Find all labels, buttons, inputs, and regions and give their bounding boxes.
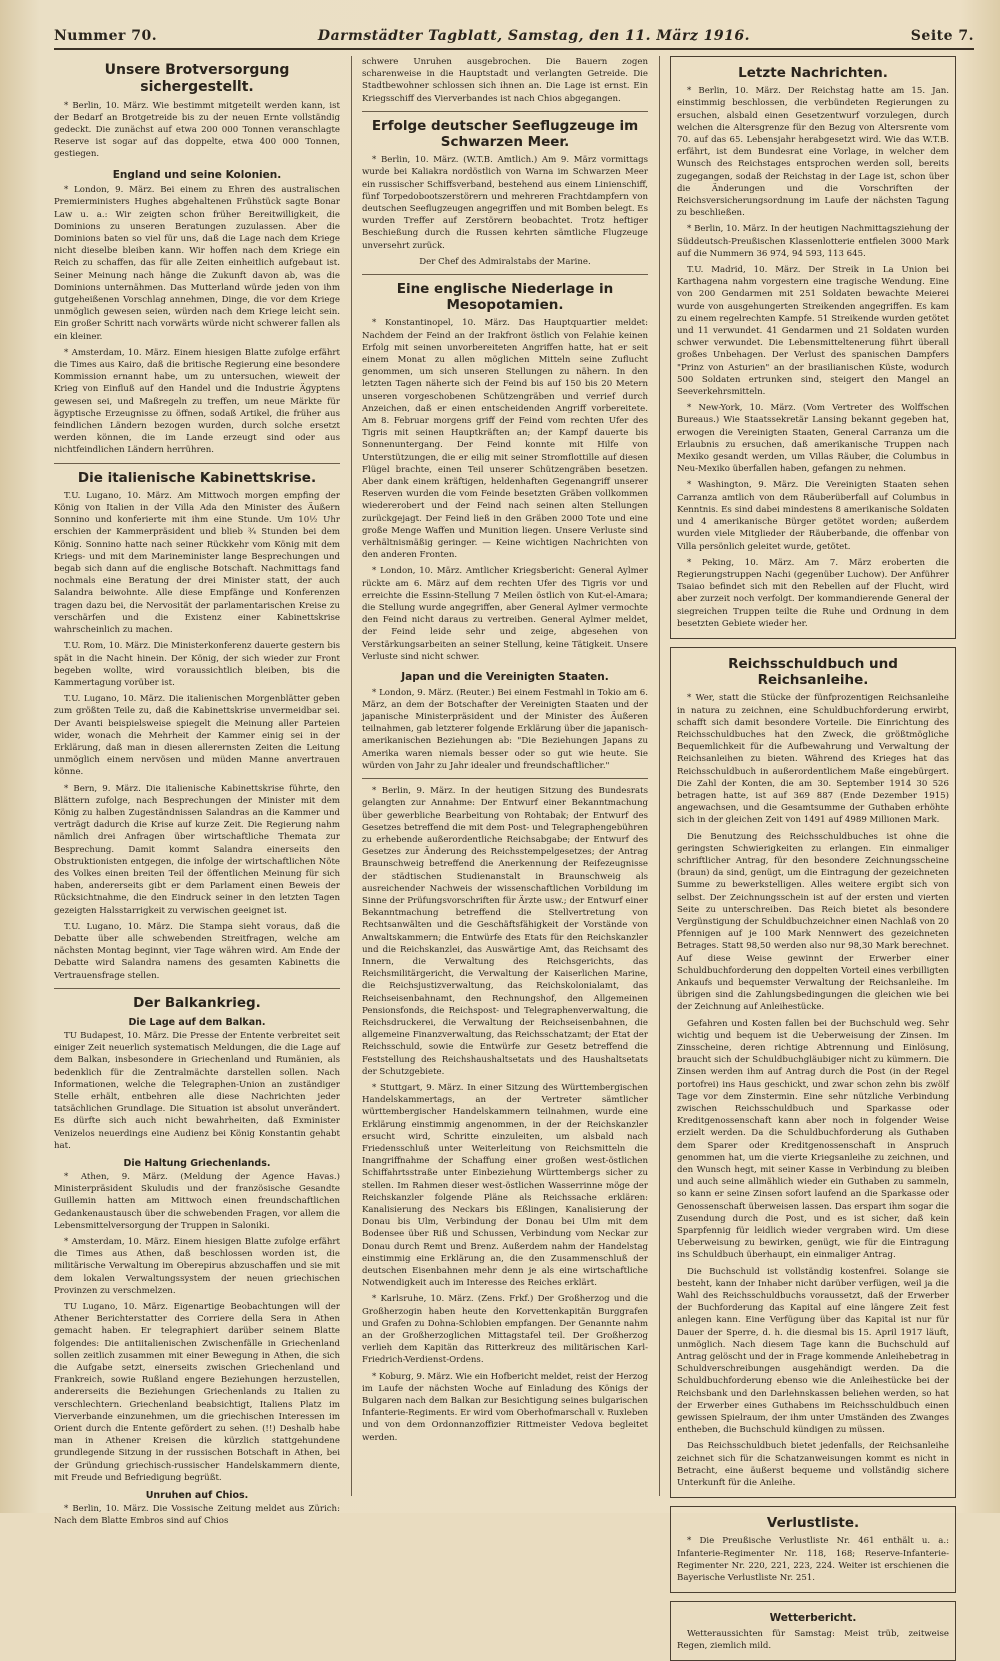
headline-japan: Japan und die Vereinigten Staaten. <box>401 671 609 684</box>
separator <box>54 988 340 989</box>
separator <box>362 111 648 112</box>
headline-wetterbericht: Wetterbericht. <box>769 1612 857 1625</box>
issue-number: Nummer 70. <box>54 28 158 44</box>
column-rule <box>659 56 660 1496</box>
article-text: * Amsterdam, 10. März. Einem hiesigen Blatte zufolge erfährt die Times aus Kairo, daß die britische Regierung eine besondere Kommission ernannt habe, um zu untersuchen, wieweit der Krieg von Einfluß auf den Handel und die Industrie Ägyptens gewesen sei, und Maßregeln zu treffen, um neue Märkte für ägyptische Erzeugnisse zu öffnen, sodaß Artikel, die früher aus feindlichen Ländern bezogen wurden, durch solche ersetzt werden können, die im Lande erzeugt sind oder aus nichtfeindlichen Ländern herrühren. <box>54 347 340 456</box>
headline-verlustliste: Verlustliste. <box>766 1515 860 1532</box>
article-text: TU Budapest, 10. März. Die Presse der Entente verbreitet seit einiger Zeit neuerlich systematisch Meldungen, die die Lage auf dem Balkan, insbesondere in Griechenland und Rumänien, als bedenklich für die Zentralmächte darstellen sollen. Nach Informationen, welche die Telegraphen-Union an zuständiger Stelle erhält, entbehren alle diese Nachrichten jeder tatsächlichen Grundlage. Die Situation ist absolut unverändert. Es dürfte sich auch nicht bewahrheiten, daß Exminister Venizelos neuerdings eine Audienz bei König Konstantin gehabt hat. <box>54 1030 340 1151</box>
article-text: * Berlin, 9. März. In der heutigen Sitzung des Bundesrats gelangten zur Annahme: Der Entwurf einer Bekanntmachung über gewerbliche Bearbeitung von Rohtabak; der Entwurf des Gesetzes betreffend die mit dem Post- und Telegraphengebühren zu erhebende außerordentliche Reichsabgabe; der Entwurf des Gesetzes zur Änderung des Reichsstempelgesetzes; der Antrag Braunschweig betreffend die Anerkennung der Reifezeugnisse der städtischen Studienanstalt in Braunschweig als ausreichender Nachweis der wissenschaftlichen Vorbildung im Sinne der Prüfungsvorschriften für Ärzte usw.; der Entwurf einer Bekanntmachung betreffend die Stellvertretung von Rechtsanwälten und die Geschäftsfähigkeit der Vorstände von Anwaltskammern; die Entwürfe des Etats für den Reichskanzler und die Reichskanzlei, das Auswärtige Amt, das Reichsamt des Innern, die Verwaltung des Reichsgerichts, das Reichsmilitärgericht, die Verwaltung der Kaiserlichen Marine, die Reichsjustizverwaltung, das Reichskolonialamt, das Reichseisenbahnamt, den Rechnungshof, den Allgemeinen Pensionsfonds, die Reichspost- und Telegraphenverwaltung, die Reichsdruckerei, die Verwaltung der Reichseisenbahnen, die allgemeine Finanzverwaltung, das Reichsschatzamt; der Etat der Reichsschuld, sowie die Entwürfe zur Gesetz betreffend die Feststellung des Reichshaushaltsetats und des Haushaltsetats der Schutzgebiete. <box>362 786 648 1077</box>
headline-balkankrieg: Der Balkankrieg. <box>133 994 261 1011</box>
article-text: * Berlin, 10. März. Die Vossische Zeitung meldet aus Zürich: Nach dem Blatte Embros sind auf Chios <box>54 1504 340 1527</box>
signature-line: Der Chef des Admiralstabs der Marine. <box>419 256 591 267</box>
article-text: Das Reichsschuldbuch bietet jedenfalls, der Reichsanleihe zeichnet sich für die Schatzanweisungen kommt es nicht in Betracht, eine äußerst bequeme und vollständig sichere Unterkunft für die Anleihe. <box>677 1441 949 1489</box>
headline-reichsschuldbuch: Reichsschuldbuch und Reichsanleihe. <box>728 655 898 689</box>
article-text: T.U. Lugano, 10. März. Die Stampa sieht voraus, daß die Debatte über alle schwebenden Streitfragen, welche am nächsten Montag beginnt, vier Tage währen wird. Am Ende der Debatte wird Salandra namens des gesamten Kabinetts die Vertrauensfrage stellen. <box>54 921 340 981</box>
article-text: * London, 9. März. (Reuter.) Bei einem Festmahl in Tokio am 6. März, an dem der Botschafter der Vereinigten Staaten und der japanische Ministerpräsident und der Minister des Äußeren teilnahmen, gab letzterer folgende Erklärung über die japanisch-amerikanischen Beziehungen ab: "Die Beziehungen Japans zu Amerika waren niemals besser oder so gut wie heute. Sie würden von Jahr zu Jahr idealer und freundschaftlicher." <box>362 687 648 771</box>
headline-letzte-nachrichten: Letzte Nachrichten. <box>738 65 888 81</box>
subheadline: Die Lage auf dem Balkan. <box>128 1016 266 1028</box>
article-text: * Berlin, 10. März. In der heutigen Nachmittagsziehung der Süddeutsch-Preußischen Klassenlotterie entfielen 3000 Mark auf die Nummern 36 974, 94 593, 113 645. <box>677 224 949 259</box>
article-text: * Peking, 10. März. Am 7. März eroberten die Regierungstruppen Nachi (gegenüber Luchow). Der Anführer Tsaiao befindet sich mit den Rebellen auf der Flucht, wird aber zurzeit noch verfolgt. Der kommandierende General der siegreichen Truppen teilte die Ruhe und Ordnung in dem besetzten Gebiete wieder her. <box>677 557 949 629</box>
article-text: * Berlin, 10. März. Wie bestimmt mitgeteilt werden kann, ist der Bedarf an Brotgetreide bis zu der neuen Ernte vollständig gedeckt. Die zunächst auf etwa 200 000 Tonnen veranschlagte Reserve ist sogar auf das doppelte, etwa 400 000 Tonnen, gestiegen. <box>54 100 340 160</box>
column-rule <box>351 56 352 1496</box>
article-text: Die Buchschuld ist vollständig kostenfrei. Solange sie besteht, kann der Inhaber nicht darüber verfügen, weil ja die Wahl des Reichsschuldbuchs voraussetzt, daß der Erwerber der Buchforderung das Kapital auf eine längere Zeit fest anlegen kann. Eine Verfügung über das Kapital ist nur für Dauer der Sperre, d. h. die diesmal bis 15. April 1917 läuft, unmöglich. Nach diesem Tage kann die Buchschuld auf Antrag gelöscht und der in Frage kommende Anleihebetrag in Schuldverschreibungen ausgehändigt werden. Da die Schuldbuchforderung ebenso wie die Anleihestücke bei der Reichsbank und den Darlehnskassen beliehen werden, so hat der Erwerber eines Guthabens im Reichsschuldbuch einen gewissen Spielraum, der ihm unter Umständen des Zwanges entheben, die Buchschuld kündigen zu müssen. <box>677 1266 949 1436</box>
article-text: T.U. Madrid, 10. März. Der Streik in La Union bei Karthagena nahm vorgestern eine tragische Wendung. Eine von 200 Gendarmen mit 251 Soldaten bewachte Meierei wurde von ausgehungerten Streikenden angegriffen. Es kam zu einem regelrechten Kampfe. 51 Streikende wurden getötet und 11 verwundet. 41 Gendarmen und 21 Soldaten wurden schwer verwundet. Die Lebensmitteltenerung führt überall großes Unbehagen. Der Verlust des spanischen Dampfers "Prinz von Asturien" an der brasilianischen Küste, wodurch 500 Soldaten ertrunken sind, steigert den Mangel an Seeverkehrsmitteln. <box>677 265 949 398</box>
article-text: TU Lugano, 10. März. Eigenartige Beobachtungen will der Athener Berichterstatter des Corriere della Sera in Athen gemacht haben. Er telegraphiert darüber seinem Blatte folgendes: Die antiitalienischen Zwischenfälle in Griechenland sollen zeitlich zusammen mit einer Bewegung in Athen, die sich die Aufgabe setzt, einerseits zwischen Griechenland und Frankreich, sowie Rußland engere Beziehungen herzustellen, andererseits die Beziehungen Griechenlands zu Italien zu verschlechtern. Griechenland beabsichtigt, Italiens Platz im Vierverbande einzunehmen, um die griechischen Interessen im Orient durch die Entente gefördert zu sehen. (!!) Deshalb habe man in Athener Kreisen die kürzlich stattgehundene grundlegende Sitzung in der russischen Botschaft in Athen, bei der Gründung griechisch-russischer Handelskammern diente, mit Freude und Befriedigung begrüßt. <box>54 1302 340 1483</box>
box-letzte-nachrichten <box>670 56 956 639</box>
article-text: * Wer, statt die Stücke der fünfprozentigen Reichsanleihe in natura zu zeichnen, eine Schuldbuchforderung erwirbt, schafft sich damit besondere Vorteile. Die Einrichtung des Reichsschuldbuches hat den Zweck, die größtmögliche Bequemlichkeit für die Aufbewahrung und Verwaltung der Reichsanleihen zu bieten. Während des Krieges hat das Reichsschuldbuch in außerordentlichem Maße eingebürgert. Die Zahl der Konten, die am 30. September 1914 30 526 betragen hatte, ist auf 369 887 (Ende Dezember 1915) angewachsen, und die Gesamtsumme der Guthaben erhöhte sich in der gleichen Zeit von 1491 auf 4989 Millionen Mark. <box>677 693 949 826</box>
article-text: T.U. Lugano, 10. März. Am Mittwoch morgen empfing der König von Italien in der Villa Ada den Minister des Äußern Sonnino und konferierte mit ihm eine Stunde. Um 10½ Uhr erschien der Kammerpräsident und blieb ¾ Stunden bei dem König. Sonnino hatte nach seiner Rückkehr vom König mit dem Kriegs- und mit dem Marineminister lange Besprechungen und begab sich dann auf die englische Botschaft. Nachmittags fand nochmals eine Beratung der drei Minister statt, der auch Salandra beiwohnte. Alle diese Empfänge und Konferenzen tragen dazu bei, die Nervosität der parlamentarischen Kreise zu verschärfen und die Existenz einer Kabinettskrise wahrscheinlich zu machen. <box>54 490 340 636</box>
headline-seeflugzeuge: Erfolge deutscher Seeflugzeuge im Schwarzen Meer. <box>371 117 639 150</box>
article-text: * Berlin, 10. März. Der Reichstag hatte am 15. Jan. einstimmig beschlossen, die verbündeten Regierungen zu ersuchen, alsbald einen Gesetzentwurf vorzulegen, durch welchen die Altersgrenze für den Bezug von Altersrente vom 70. auf das 65. Lebensjahr herabgesetzt wird. Wie das W.T.B. erfährt, ist dem Bundesrat eine Vorlage, in welcher dem Wunsch des Reichstages entsprochen werden soll, bereits zugegangen, sodaß der Reichstag in der Lage ist, schon über die Änderungen und die Vorschriften der Reichsversicherungsordnung im Laufe der nächsten Tagung zu beschließen. <box>677 86 949 219</box>
headline-italien: Die italienische Kabinettskrise. <box>77 469 317 486</box>
article-text: * Die Preußische Verlustliste Nr. 461 enthält u. a.: Infanterie-Regimenter Nr. 118, 168; Reserve-Infanterie-Regimenter Nr. 220, 221, 223, 224. Weiter ist erschienen die Bayerische Verlustliste Nr. 251. <box>677 1536 949 1584</box>
article-text: * Stuttgart, 9. März. In einer Sitzung des Württembergischen Handelskammertags, an der Vertreter sämtlicher württembergischer Handelskammern teilnahmen, wurde eine Erklärung einstimmig angenommen, in der der Reichskanzler ersucht wird, Schritte einzuleiten, um alsbald nach Friedensschluß unter Weiterleitung von Reichsmitteln die Inangriffnahme der Schaffung einer großen west-östlichen Schiffahrtsstraße unter Einbeziehung Württembergs sicher zu stellen. Im Rahmen dieser west-östlichen Wasserrinne möge der Reichskanzler folgende Pläne als Reichssache erklären: Kanalisierung des Neckars bis Eßlingen, Kanalisierung der Donau bis Ulm, Verbindung der Donau bei Ulm mit dem Bodensee über Riß und Schussen, Verbindung vom Neckar zur Donau durch Remt und Brenz. Außerdem nahm der Handelstag einstimmig eine Erklärung an, die den Zusammenschluß der deutschen Eisenbahnen mehr denn je als eine wirtschaftliche Notwendigkeit auch im Interesse des Reiches erklärt. <box>362 1082 648 1289</box>
article-text: * New-York, 10. März. (Vom Vertreter des Wolffschen Bureaus.) Wie Staatssekretär Lansing bekannt gegeben hat, erwogen die Vereinigten Staaten, General Carranza um die Erlaubnis zu ersuchen, daß amerikanische Truppen nach Mexiko gesandt werden, um Villas Räuber, die Columbus in Neu-Mexiko überfallen haben, gefangen zu nehmen. <box>677 403 949 475</box>
box-wetterbericht <box>670 1601 956 1661</box>
article-text: * Karlsruhe, 10. März. (Zens. Frkf.) Der Großherzog und die Großherzogin haben heute den Korvettenkapitän Burggrafen und Grafen zu Dohna-Schlobien empfangen. Der Genannte nahm an der Großherzoglichen Mittagstafel teil. Der Großherzog verlieh dem Kapitän das Ritterkreuz des militärischen Karl-Friedrich-Verdienst-Ordens. <box>362 1294 648 1366</box>
subheadline: Die Haltung Griechenlands. <box>123 1158 271 1169</box>
article-text: * Washington, 9. März. Die Vereinigten Staaten sehen Carranza amtlich von dem Räuberüberfall auf Columbus in Kenntnis. Es sind dabei mindestens 8 amerikanische Soldaten und 4 amerikanische Bürger getötet worden; außerdem wurden viele Mitglieder der Räuberbande, die offenbar von Villa persönlich geleitet wurde, getötet. <box>677 480 949 552</box>
masthead <box>54 28 974 50</box>
article-text: T.U. Lugano, 10. März. Die italienischen Morgenblätter geben zum größten Teile zu, daß die Kabinettskrise unvermeidbar sei. Der Avanti beispielsweise spiegelt die Meinung aller Parteien wider, wonach die Mehrheit der Kammer einig sei in der Erklärung, daß man in diesen allerernsten Zeiten die Leitung unmöglich einem nervösen und müden Manne anvertrauen könne. <box>54 694 340 778</box>
paper-title-date: Darmstädter Tagblatt, Samstag, den 11. März 1916. <box>317 28 750 44</box>
separator <box>362 274 648 275</box>
box-verlustliste <box>670 1506 956 1593</box>
article-text: * Berlin, 10. März. (W.T.B. Amtlich.) Am 9. März vormittags wurde bei Kaliakra nordöstlich von Warna im Schwarzen Meer ein russischer Schiffsverband, bestehend aus einem Linienschiff, fünf Torpedobootszerstörern und mehreren Frachtdampfern von deutschen Seeflugzeugen angegriffen und mit Bomben belegt. Es wurden Treffer auf Zerstörern beobachtet. Trotz heftiger Beschießung durch die Russen kehrten sämtliche Flugzeuge unversehrt zurück. <box>362 155 648 251</box>
article-text: * London, 10. März. Amtlicher Kriegsbericht: General Aylmer rückte am 6. März auf dem rechten Ufer des Tigris vor und erreichte die Essinn-Stellung 7 Meilen östlich von Kut-el-Amara; die Stellung wurde angegriffen, aber General Aylmer vermochte den Feind nicht daraus zu vertreiben. General Aylmer meldet, der Feind leide sehr und zeige, abgesehen von Verstärkungsarbeiten an seiner Stellung, keine Tätigkeit. Unsere Verluste sind nicht schwer. <box>362 566 648 662</box>
article-text: T.U. Rom, 10. März. Die Ministerkonferenz dauerte gestern bis spät in die Nacht hinein. Der König, der sich wieder zur Front begeben wollte, wird voraussichtlich bleiben, bis die Kammertagung vorüber ist. <box>54 641 340 688</box>
box-reichsschuldbuch <box>670 647 956 1498</box>
article-text: Die Benutzung des Reichsschuldbuches ist ohne die geringsten Schwierigkeiten zu erlangen. Ein einmaliger schriftlicher Antrag, für den besondere Zeichnungsscheine (braun) da sind, genügt, um die Eintragung der gezeichneten Summe zu bewerkstelligen. Alles weitere ergibt sich von selbst. Der Zeichnungsschein ist auf der ersten und vierten Seite zu unterschreiben. Das Reich bietet als besondere Vergünstigung der Schuldbuchzeichner einen Nachlaß von 20 Pfennigen auf je 100 Mark Nennwert des gezeichneten Betrages. Statt 98,50 werden also nur 98,30 Mark berechnet. Auf diese Weise gewinnt der Erwerber einer Schuldbuchforderung den doppelten Vorteil eines verbilligten Ankaufs und bequemster Verwaltung der Reichsanleihe. Im übrigen sind die Zahlungsbedingungen die gleichen wie bei der Zeichnung auf Anleihestücke. <box>677 831 949 1013</box>
page-number: Seite 7. <box>910 28 974 44</box>
columns <box>54 56 974 1652</box>
subheadline: Unruhen auf Chios. <box>145 1490 249 1502</box>
article-text: * Bern, 9. März. Die italienische Kabinettskrise führte, den Blättern zufolge, nach Besprechungen der Minister mit dem König zu halben Zugeständnissen Salandras an die Kammer und verträgt dadurch die Krise auf kurze Zeit. Die Regierung nahm nämlich drei Anfragen über wirtschaftliche Themata zur Besprechung. Damit kommt Salandra einerseits den Obstruktionisten entgegen, die infolge der wirtschaftlichen Nöte des Volkes einen breiten Teil der öffentlichen Meinung für sich haben, andererseits gibt er dem Parlament einen Beweis der Rücksichtnahme, die den Eindruck seiner in den letzten Tagen gezeigten Halsstarrigkeit zu verwischen geeignet ist. <box>54 783 340 916</box>
headline-england: England und seine Kolonien. <box>112 168 282 181</box>
headline-mesopotamien: Eine englische Niederlage in Mesopotamien. <box>396 281 614 314</box>
article-text: * Koburg, 9. März. Wie ein Hofbericht meldet, reist der Herzog im Laufe der nächsten Woche auf Einladung des Königs der Bulgaren nach dem Balkan zur Besichtigung seines bulgarischen Infanterie-Regiments. Er wird vom Oberhofmarschall v. Ruxleben und von dem Ordonnanzoffizier Rittmeister Vedova begleitet werden. <box>362 1371 648 1443</box>
separator <box>54 463 340 464</box>
column-3 <box>670 56 956 1661</box>
article-text: * Athen, 9. März. (Meldung der Agence Havas.) Ministerpräsident Skuludis und der französische Gesandte Guillemin hatten am Mittwoch einen freundschaftlichen Gedankenaustausch über die schwebenden Fragen, vor allem die Lebensmittelversorgung der Truppen in Saloniki. <box>54 1172 340 1231</box>
column-2 <box>362 56 648 1661</box>
article-text: * London, 9. März. Bei einem zu Ehren des australischen Premierministers Hughes abgehaltenen Frühstück sagte Bonar Law u. a.: Wir zeigten schon früher Bereitwilligkeit, die Dominions zu unseren Beratungen zuzulassen. Aber die Dominions baten so viel für uns, daß die Lage nach dem Kriege nicht dieselbe bleiben kann. Wir hoffen nach dem Kriege ein Reich zu schaffen, das für alle Zeiten einheitlich aufgebaut ist. Seiner Meinung nach hänge die Zukunft davon ab, was die Dominions unternähmen. Das Mutterland würde jeden von ihm gutgeheißenen Vorschlag annehmen, Dinge, die vor dem Kriege unmöglich gewesen seien, würden nach dem Kriege leicht sein. Ein großer Schritt nach vorwärts würde nicht schwerer fallen als ein kleiner. <box>54 185 340 342</box>
column-1 <box>54 56 340 1661</box>
article-text: Wetteraussichten für Samstag: Meist trüb, zeitweise Regen, ziemlich mild. <box>677 1628 949 1652</box>
separator <box>362 778 648 779</box>
article-text: Gefahren und Kosten fallen bei der Buchschuld weg. Sehr wichtig und bequem ist die Ueberweisung der Zinsen. Im Zinsscheine, deren richtige Abtrennung und Einlösung, braucht sich der Schuldbuchgläubiger nicht zu kümmern. Die Zinsen werden ihm auf Antrag durch die Post (in der Regel portofrei) ins Haus geschickt, und zwar schon zehn bis zwölf Tage vor dem Zinstermin. Eine sehr nützliche Verbindung zwischen Reichsschuldbuch und Sparkasse oder Kreditgenossenschaft kann aber noch in folgender Weise erzielt werden. Da die Schuldbuchforderung als Guthaben dem Sparer oder Kreditgenossenschaft in Anspruch genommen hat, um die vierte Kriegsanleihe zu zeichnen, und den Wunsch hegt, mit seiner Kasse in Verbindung zu bleiben und auch seine allmählich wieder ein Guthaben zu sammeln, so kann er seine Zinsen sofort laufend an die Sparkasse oder Genossenschaft überweisen lassen. Das erspart ihm sogar die Zusendung durch die Post, und es ist sicher, daß kein Sparpfennig für leidlich wieder vergraben wird. Um diese Ueberweisung zu bewirken, genügt, wie für die Eintragung ins Schuldbuch überhaupt, ein einmaliger Antrag. <box>677 1018 949 1261</box>
article-text: * Amsterdam, 10. März. Einem hiesigen Blatte zufolge erfährt die Times aus Athen, daß beschlossen worden ist, die militärische Verwaltung im Oberepirus abzuschaffen und sie mit dem lokalen Verwaltungssystem der neuen griechischen Provinzen zu verschmelzen. <box>54 1237 340 1296</box>
article-text: * Konstantinopel, 10. März. Das Hauptquartier meldet: Nachdem der Feind an der Irakfront östlich von Felahie keinen Erfolg mit seinen unvorbereiteten Angriffen hatte, hat er seit einem Monat zu allen möglichen Mitteln seine Zuflucht genommen, um sich unseren Stellungen zu nähern. In den letzten Tagen näherte sich der Feind bis auf 150 bis 20 Metern unseren vorgeschobenen Schützengräben und verrief durch Anzeichen, daß er einen entscheidenden Angriff vorbereitete. Am 8. Februar morgens griff der Feind vom rechten Ufer des Tigris mit seinen Hauptkräften an; der Kampf dauerte bis Sonnenuntergang. Der Feind konnte mit Hilfe von Unterstützungen, die er eilig mit seiner Stromflottille auf diesen Flügel brachte, einen Teil unserer Schützengräben besetzen. Aber dank einem kräftigen, heldenhaften Gegenangriff unserer Reserven wurden die vom Feinde besetzten Gräben vollkommen wiedererobert und der Feind nach seinen alten Stellungen zurückgejagt. Der Feind ließ in den Gräben 2000 Tote und eine große Menge Waffen und Munition liegen. Unsere Verluste sind verhältnismäßig geringer. — Keine wichtigen Nachrichten von den anderen Fronten. <box>362 318 648 561</box>
headline-brotversorgung: Unsere Brotversorgung sichergestellt. <box>104 62 290 95</box>
article-text: schwere Unruhen ausgebrochen. Die Bauern zogen scharenweise in die Hauptstadt und verlangten Getreide. Die Stadtbewohner schlossen sich ihnen an. Die Lage ist ernst. Ein Kriegsschiff des Vierverbandes ist nach Chios abgegangen. <box>362 57 648 104</box>
